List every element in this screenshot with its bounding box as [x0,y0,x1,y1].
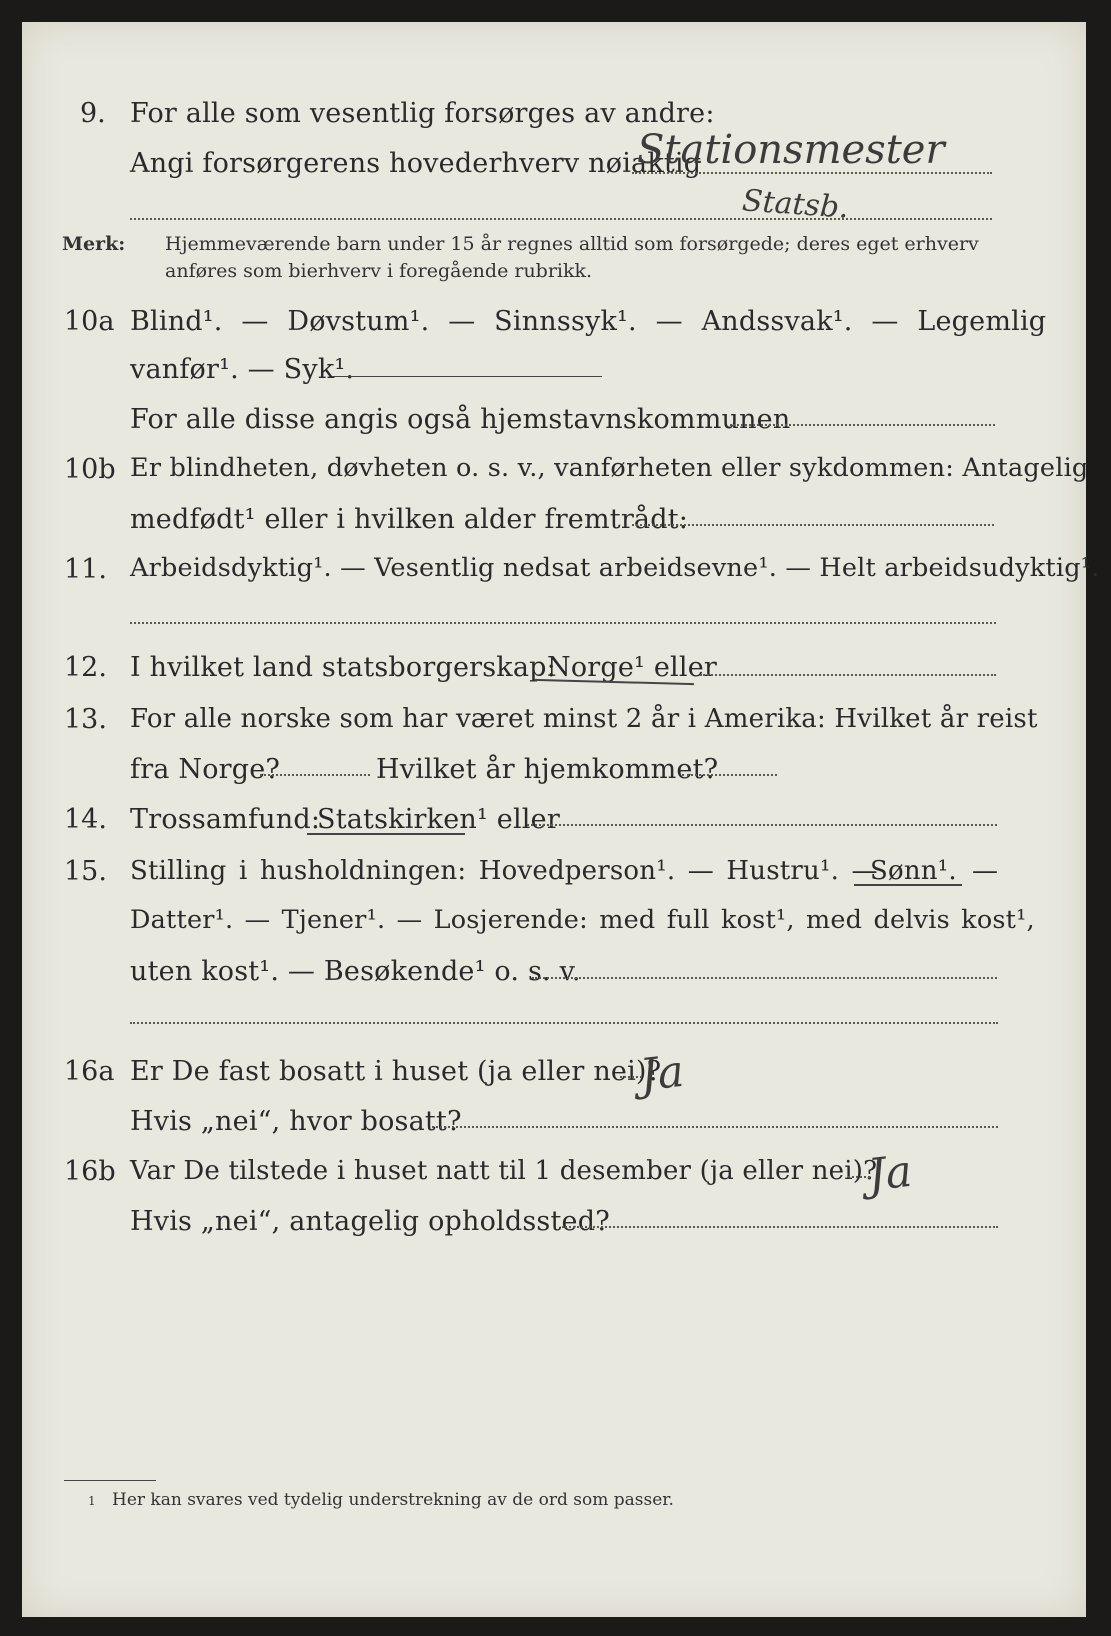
q15-number: 15. [64,856,107,887]
q15-handwritten-underline [854,884,962,886]
q13-line2b: Hvilket år hjemkommet? [376,754,719,785]
q13-line1: For alle norske som har været minst 2 år i Amerika: Hvilket år reist [130,704,1038,734]
q11-separator [130,622,996,624]
q15-line3: uten kost¹. — Besøkende¹ o. s. v. [130,956,581,987]
merk-label: Merk: [62,233,126,255]
q10a-number: 10a [64,306,115,337]
q12-answer-line [700,674,996,676]
q16a-answer-line [620,1076,642,1078]
q16b-line1: Var De tilstede i huset natt til 1 desember (ja eller nei)? [130,1156,878,1186]
q9-line2: Angi forsørgerens hovederhverv nøiaktig [130,148,702,179]
q10a-sick-answer-line [332,376,602,377]
q11-line1: Arbeidsdyktig¹. — Vesentlig nedsat arbeidsevne¹. — Helt arbeidsudyktig¹. [130,553,1100,583]
q10b-answer-line [632,524,994,526]
q9-line1: For alle som vesentlig forsørges av andre: [130,98,715,129]
q16a-residence-line [432,1126,998,1128]
q12-line1a: I hvilket land statsborgerskap: [130,652,556,683]
q16a-line2: Hvis „nei“, hvor bosatt? [130,1106,462,1137]
q10a-municipality-line [730,424,995,426]
q16b-whereabouts-line [562,1226,998,1228]
merk-line2: anføres som bierhverv i foregående rubrikk. [165,260,593,282]
q10a-line1: Blind¹. — Døvstum¹. — Sinnssyk¹. — Andssvak¹. — Legemlig [130,306,1047,337]
q10a-line2: vanfør¹. — Syk¹. [130,354,355,385]
q14-number: 14. [64,804,107,835]
q15-line1a: Stilling i husholdningen: Hovedperson¹. — Hustru¹. — [130,856,878,886]
q16a-number: 16a [64,1056,115,1087]
merk-line1: Hjemmeværende barn under 15 år regnes alltid som forsørgede; deres eget erhverv [165,233,979,255]
q16a-line1: Er De fast bosatt i huset (ja eller nei)? [130,1056,662,1087]
q13-departure-year-line [260,774,370,776]
q11-number: 11. [64,554,107,585]
q16a-handwritten-answer: Ja [637,1045,687,1102]
q13-return-year-line [682,774,777,776]
footnote-rule [64,1480,156,1481]
q16b-answer-line [848,1176,870,1178]
q9-handwritten-occupation: Stationsmester [637,127,945,173]
q16b-line2: Hvis „nei“, antagelig opholdssted? [130,1206,610,1237]
q13-number: 13. [64,704,107,735]
q15-answer-line [532,977,997,979]
q12-number: 12. [64,652,107,683]
footnote-text: Her kan svares ved tydelig understrekning av de ord som passer. [112,1490,674,1510]
q13-line2a: fra Norge? [130,754,281,785]
q10a-line3: For alle disse angis også hjemstavnskommunen [130,404,791,435]
q15-dash: — [972,856,999,886]
q9-number: 9. [80,98,106,129]
q16b-handwritten-answer: Ja [865,1145,915,1202]
q16b-number: 16b [64,1156,116,1187]
q9-separator [130,218,992,220]
q10b-number: 10b [64,454,116,485]
q14-answer-line [527,824,997,826]
q15-line2: Datter¹. — Tjener¹. — Losjerende: med full kost¹, med delvis kost¹, [130,905,1035,935]
q10b-line1: Er blindheten, døvheten o. s. v., vanførheten eller sykdommen: Antagelig [130,453,1089,483]
q14-state-church-option: Statskirken¹ eller [317,804,560,835]
q15-son-option: Sønn¹. [870,856,957,886]
q10b-line2: medfødt¹ eller i hvilken alder fremtrådt: [130,504,689,535]
q9-handwritten-employer: Statsb. [740,183,850,226]
footnote-mark: 1 [88,1494,96,1508]
q12-norway-option: Norge¹ eller [547,652,717,683]
q14-handwritten-underline [307,833,465,835]
q15-separator [130,1022,998,1024]
census-form-page [22,22,1100,1617]
q14-line1a: Trossamfund: [130,804,321,835]
